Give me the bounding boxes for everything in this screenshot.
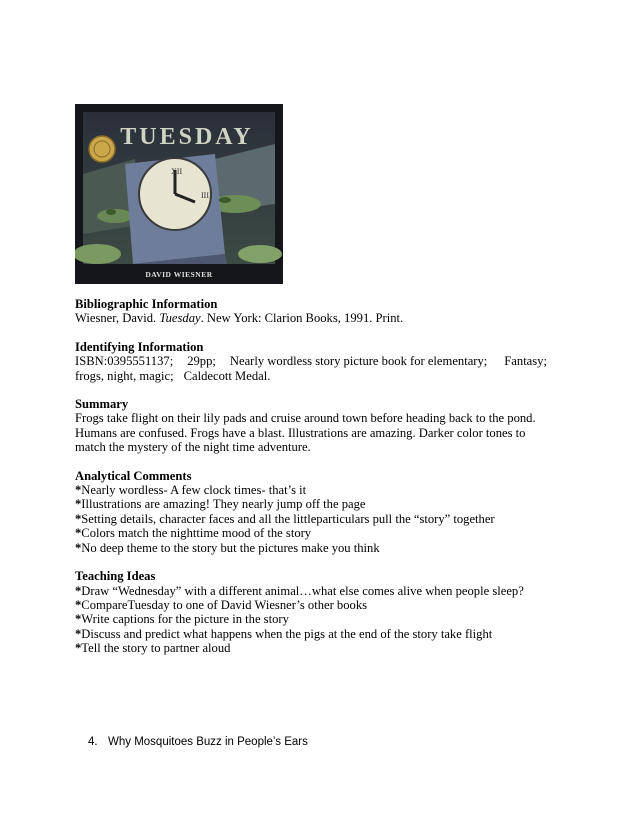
bullet: * <box>75 641 82 656</box>
bullet: * <box>75 483 82 498</box>
bullet: * <box>75 626 82 641</box>
list-item: *Discuss and predict what happens when the pigs at the end of the story take flight <box>75 626 493 641</box>
bullet: * <box>75 511 82 526</box>
genre: Fantasy; <box>504 354 547 369</box>
page-count: 29pp; <box>187 354 216 369</box>
section-heading: Teaching Ideas <box>75 569 156 584</box>
list-item: *No deep theme to the story but the pictures make you think <box>75 540 380 555</box>
book-review-content <box>75 297 555 670</box>
award: Caldecott Medal. <box>183 368 271 383</box>
svg-text:III: III <box>201 191 209 200</box>
keywords: frogs, night, magic; <box>75 368 174 383</box>
section-heading: Identifying Information <box>75 339 204 354</box>
list-number: 4. <box>88 736 98 748</box>
summary-line: Frogs take flight on their lily pads and cruise around town before heading back to the pond. <box>75 411 536 426</box>
bullet: * <box>75 497 82 512</box>
list-item: *Nearly wordless- A few clock times- that’s it <box>75 483 307 498</box>
bullet: * <box>75 540 82 555</box>
description: Nearly wordless story picture book for elementary; <box>229 354 488 369</box>
summary-line: Humans are confused. Frogs have a blast. Illustrations are amazing. Darker color tones to <box>75 425 526 440</box>
list-item: *Write captions for the picture in the story <box>75 612 289 627</box>
cover-author: DAVID WIESNER <box>145 270 213 279</box>
bibliographic-section <box>75 297 555 326</box>
svg-text:XII: XII <box>171 167 183 176</box>
list-item: *CompareTuesday to one of David Wiesner’s other books <box>75 597 368 612</box>
analytical-section <box>75 469 555 555</box>
identifying-line-2 <box>75 369 555 383</box>
identifying-section <box>75 340 555 383</box>
bullet: * <box>75 612 82 627</box>
book-cover-image <box>75 104 283 284</box>
teaching-section <box>75 569 555 655</box>
summary-line: match the mystery of the night time adventure. <box>75 440 311 455</box>
next-book-title: Why Mosquitoes Buzz in People’s Ears <box>108 736 308 748</box>
bullet: * <box>75 526 82 541</box>
list-item: *Setting details, character faces and all the littleparticulars pull the “story” together <box>75 511 495 526</box>
list-item: *Tell the story to partner aloud <box>75 641 231 656</box>
section-heading: Summary <box>75 397 129 412</box>
bullet: * <box>75 583 82 598</box>
next-book-heading <box>88 736 308 748</box>
citation: Wiesner, David. Tuesday. New York: Clarion Books, 1991. Print. <box>75 311 404 326</box>
summary-section <box>75 397 555 455</box>
book-title: Tuesday <box>159 311 201 326</box>
identifying-line-1 <box>75 354 555 368</box>
section-heading: Analytical Comments <box>75 468 192 483</box>
isbn: ISBN:0395551137; <box>75 354 174 369</box>
section-heading: Bibliographic Information <box>75 297 218 311</box>
cover-title: TUESDAY <box>120 124 254 150</box>
bullet: * <box>75 597 82 612</box>
list-item: *Colors match the nighttime mood of the story <box>75 526 312 541</box>
list-item: *Draw “Wednesday” with a different animal…what else comes alive when people sleep? <box>75 583 524 598</box>
list-item: *Illustrations are amazing! They nearly jump off the page <box>75 497 366 512</box>
